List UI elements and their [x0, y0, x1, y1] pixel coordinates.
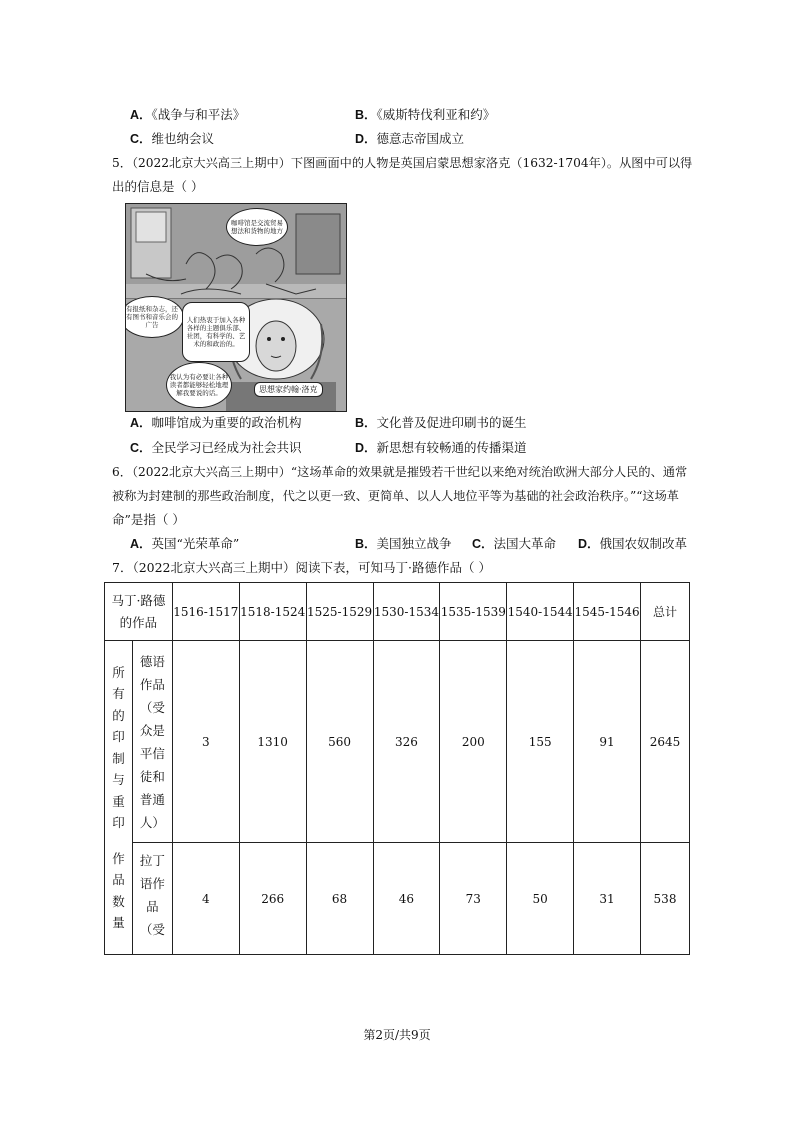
q6-option-c [472, 536, 556, 552]
column-header: 1535-1539 [440, 583, 507, 641]
q5-stem-line2: 出的信息是（ ） [112, 179, 204, 194]
option-text: 《战争与和平法》 [151, 107, 246, 122]
q6-option-a [130, 536, 239, 552]
q6-stem-line1: 6．（2022北京大兴高三上期中）“这场革命的效果就是摧毁若干世纪以来绝对统治欧洲大部分人民的、通常 [112, 465, 688, 479]
option-text: 美国独立战争 [376, 536, 452, 551]
locke-caption: 思想家约翰·洛克 [254, 382, 323, 397]
header-label-cell [105, 583, 173, 641]
table-row [105, 843, 690, 955]
speech-bubble-clubs: 人们热衷于加入各种各样的主题俱乐部、社团，有科学的、艺术的和政治的。 [182, 302, 250, 362]
table-cell: 68 [306, 843, 373, 955]
column-header: 1545-1546 [574, 583, 641, 641]
table-cell: 1310 [239, 641, 306, 843]
speech-bubble-coffeehouse: 咖啡馆是交流贸易想法和货物的地方 [226, 208, 288, 246]
option-text: 《威斯特伐利亚和约》 [376, 107, 496, 122]
q4-option-d [355, 131, 464, 147]
option-text: 法国大革命 [493, 536, 557, 551]
q7-stem: 7．（2022北京大兴高三上期中）阅读下表，可知马丁·路德作品（ ） [112, 560, 491, 575]
option-label: D． [578, 537, 600, 551]
option-label: A． [130, 416, 152, 430]
option-text: 新思想有较畅通的传播渠道 [376, 440, 527, 455]
q6-option-b [355, 536, 452, 552]
table-header-row [105, 583, 690, 641]
q5-comic-image [125, 203, 347, 412]
q6-stem-line2: 被称为封建制的那些政治制度，代之以更一致、更简单、以人人地位平等为基础的社会政治秩序。”“这场革 [112, 489, 679, 503]
option-label: C． [472, 537, 494, 551]
row-group-label: 所 有 的 印 制 与 重 印 作 品 数 量 [112, 664, 125, 930]
table-cell: 50 [507, 843, 574, 955]
row-label-latin: 拉丁 语作 品 （受 [139, 853, 165, 937]
table-cell: 200 [440, 641, 507, 843]
q4-option-b [355, 107, 495, 123]
q5-option-a [130, 415, 302, 431]
option-label: A． [130, 108, 152, 122]
option-text: 德意志帝国成立 [376, 131, 465, 146]
q4-option-c [130, 131, 214, 147]
option-text: 全民学习已经成为社会共识 [151, 440, 302, 455]
option-text: 文化普及促进印刷书的诞生 [376, 415, 527, 430]
q6-stem-line3: 命”是指（ ） [112, 512, 185, 527]
option-label: A． [130, 537, 152, 551]
table-cell: 560 [306, 641, 373, 843]
column-header: 1525-1529 [306, 583, 373, 641]
option-text: 俄国农奴制改革 [599, 536, 688, 551]
option-label: B． [355, 416, 377, 430]
table-row [105, 641, 690, 843]
column-header: 1518-1524 [239, 583, 306, 641]
option-label: B． [355, 108, 377, 122]
table-cell: 326 [373, 641, 440, 843]
header-label-line1: 马丁·路德 [111, 592, 166, 608]
q5-stem-line1: 5．（2022北京大兴高三上期中）下图画面中的人物是英国启蒙思想家洛克（1632-1704年）。从图中可以得 [112, 156, 693, 170]
option-label: D． [355, 132, 377, 146]
column-header: 1540-1544 [507, 583, 574, 641]
option-label: C． [130, 441, 152, 455]
option-text: 维也纳会议 [151, 131, 215, 146]
row-label-german: 德语 作品 （受 众是 平信 徒和 普通 人） [139, 653, 165, 830]
table-cell: 46 [373, 843, 440, 955]
page-footer: 第2页/共9页 [363, 1028, 431, 1042]
table-cell: 266 [239, 843, 306, 955]
q6-option-d [578, 536, 687, 552]
table-cell: 538 [641, 843, 690, 955]
q5-option-c [130, 440, 302, 456]
table-cell: 31 [574, 843, 641, 955]
option-text: 咖啡馆成为重要的政治机构 [151, 415, 302, 430]
header-label-line2: 的作品 [119, 614, 158, 630]
speech-bubble-locke-quote: 我认为有必要让各种读者都能够轻松地理解我要说的话。 [166, 362, 232, 408]
table-cell: 3 [172, 641, 239, 843]
row-label-cell [132, 641, 172, 843]
table-cell: 4 [172, 843, 239, 955]
table-cell: 91 [574, 641, 641, 843]
column-header: 总计 [641, 583, 690, 641]
q4-option-a [130, 107, 245, 123]
option-label: C． [130, 132, 152, 146]
table-cell: 155 [507, 641, 574, 843]
row-group-label-cell [105, 641, 133, 955]
option-label: B． [355, 537, 377, 551]
row-label-cell [132, 843, 172, 955]
q5-option-b [355, 415, 527, 431]
luther-works-table [104, 582, 690, 955]
speech-bubble-newspapers: 有报纸和杂志，还有图书和音乐会的广告 [125, 296, 184, 338]
column-header: 1516-1517 [172, 583, 239, 641]
option-text: 英国“光荣革命” [151, 536, 240, 551]
option-label: D． [355, 441, 377, 455]
q5-option-d [355, 440, 527, 456]
table-cell: 2645 [641, 641, 690, 843]
table-cell: 73 [440, 843, 507, 955]
column-header: 1530-1534 [373, 583, 440, 641]
